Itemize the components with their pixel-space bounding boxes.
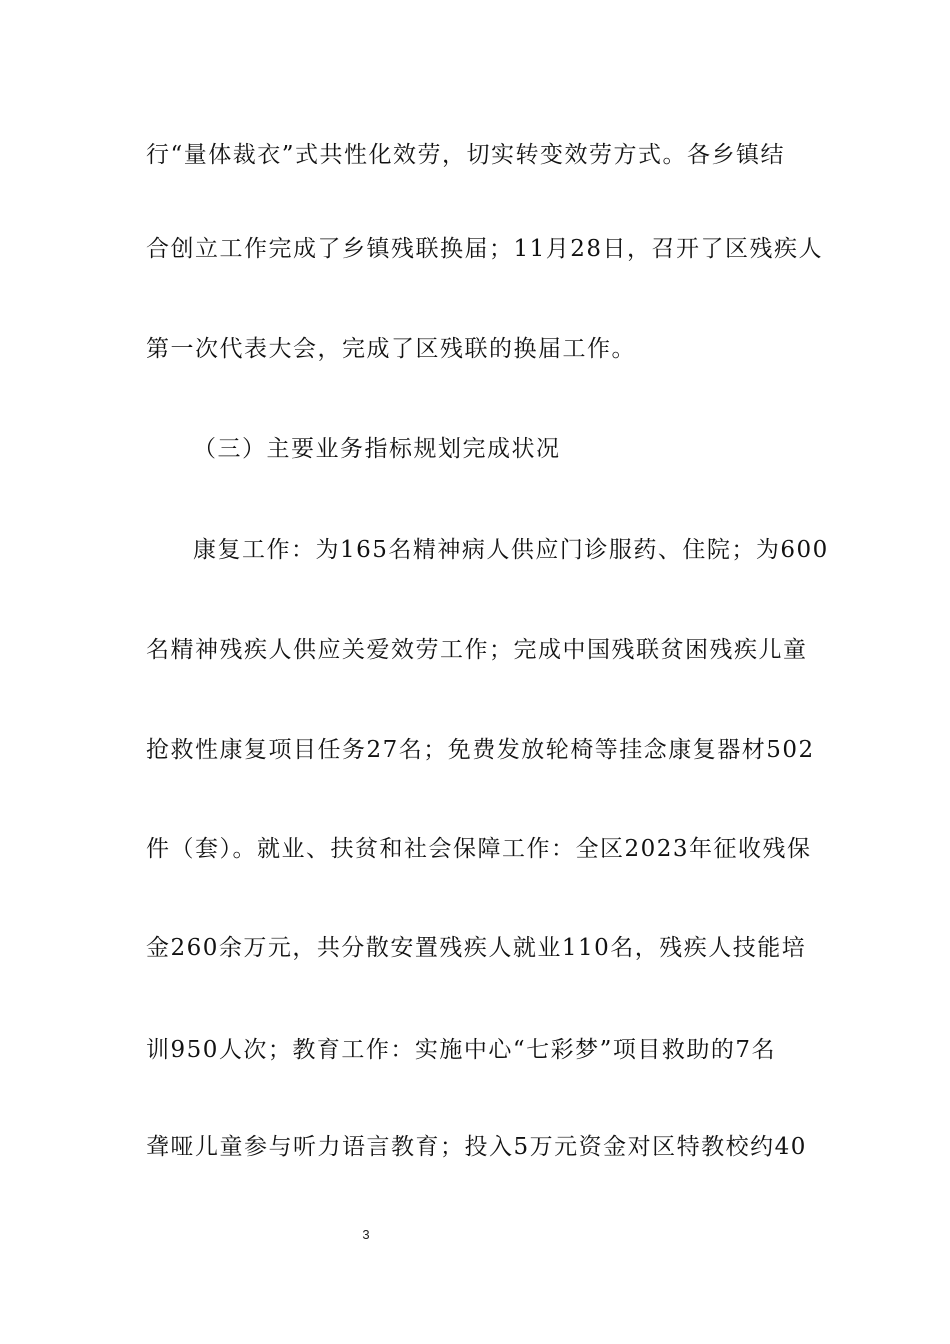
paragraph-line-10: 聋哑儿童参与听力语言教育；投入5万元资金对区特教校约40 <box>146 1134 807 1160</box>
paragraph-line-7: 件（套）。就业、扶贫和社会保障工作：全区2023年征收残保 <box>146 836 812 862</box>
paragraph-line-4: 康复工作：为165名精神病人供应门诊服药、住院；为600 <box>193 537 829 563</box>
paragraph-line-1: 行“量体裁衣”式共性化效劳，切实转变效劳方式。各乡镇结 <box>146 142 786 168</box>
paragraph-line-9: 训950人次；教育工作：实施中心“七彩梦”项目救助的7名 <box>146 1037 777 1063</box>
section-heading: （三）主要业务指标规划完成状况 <box>193 436 561 462</box>
page-number: 3 <box>362 1227 370 1242</box>
paragraph-line-3: 第一次代表大会，完成了区残联的换届工作。 <box>146 336 636 362</box>
paragraph-line-2: 合创立工作完成了乡镇残联换届；11月28日，召开了区残疾人 <box>146 236 824 262</box>
paragraph-line-5: 名精神残疾人供应关爱效劳工作；完成中国残联贫困残疾儿童 <box>146 637 808 663</box>
paragraph-line-8: 金260余万元，共分散安置残疾人就业110名，残疾人技能培 <box>146 935 807 961</box>
paragraph-line-6: 抢救性康复项目任务27名；免费发放轮椅等挂念康复器材502 <box>146 737 815 763</box>
